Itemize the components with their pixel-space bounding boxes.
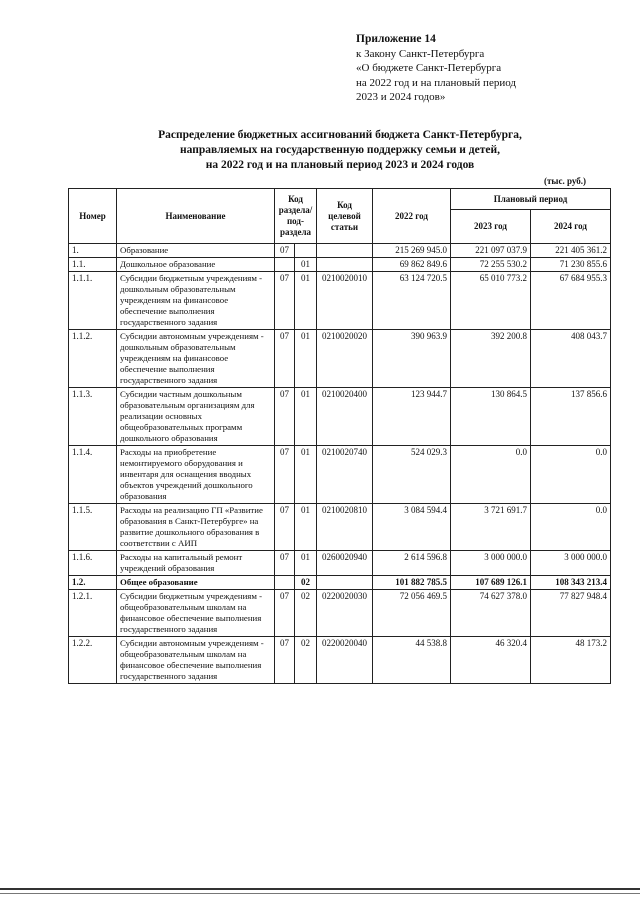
appendix-header [356,32,516,105]
row-target-code: 0210020010 [317,272,373,330]
row-subsection: 01 [295,504,317,551]
row-name: Дошкольное образование [117,258,275,272]
row-number: 1. [69,244,117,258]
row-value-2024: 67 684 955.3 [531,272,611,330]
document-title [60,128,620,173]
row-value-2023: 72 255 530.2 [451,258,531,272]
row-value-2023: 74 627 378.0 [451,590,531,637]
table-row [69,551,611,576]
page-bottom-rule [0,888,640,890]
row-value-2023: 3 721 691.7 [451,504,531,551]
row-number: 1.1.6. [69,551,117,576]
row-section [275,258,295,272]
appendix-line: на 2022 год и на плановый период [356,76,516,89]
row-subsection: 01 [295,551,317,576]
row-name: Расходы на капитальный ремонт учреждений образования [117,551,275,576]
row-value-2024: 48 173.2 [531,637,611,684]
appendix-title: Приложение 14 [356,33,436,45]
table-row [69,637,611,684]
appendix-line: 2023 и 2024 годов» [356,91,446,103]
row-name: Субсидии бюджетным учреждениям - дошкольным образовательным учреждениям на финансовое обеспечение выполнения государственного задания [117,272,275,330]
title-line: направляемых на государственную поддержку семьи и детей, [180,144,500,156]
row-number: 1.2.2. [69,637,117,684]
row-value-2022: 44 538.8 [373,637,451,684]
row-number: 1.1. [69,258,117,272]
row-target-code [317,244,373,258]
row-target-code [317,258,373,272]
table-body [69,244,611,684]
table-row [69,330,611,388]
row-value-2022: 390 963.9 [373,330,451,388]
header-year-2022: 2022 год [373,189,451,244]
row-value-2024: 221 405 361.2 [531,244,611,258]
header-planning-period: Плановый период [451,189,611,210]
row-section: 07 [275,388,295,446]
row-target-code [317,576,373,590]
row-value-2024: 0.0 [531,504,611,551]
row-value-2023: 3 000 000.0 [451,551,531,576]
row-value-2022: 3 084 594.4 [373,504,451,551]
row-number: 1.2.1. [69,590,117,637]
table-row [69,388,611,446]
budget-table [68,188,611,684]
row-section: 07 [275,330,295,388]
row-value-2022: 69 862 849.6 [373,258,451,272]
row-section: 07 [275,504,295,551]
table-row [69,576,611,590]
row-number: 1.1.3. [69,388,117,446]
row-subsection: 01 [295,330,317,388]
row-value-2023: 46 320.4 [451,637,531,684]
table-row [69,446,611,504]
row-section: 07 [275,272,295,330]
table-row [69,258,611,272]
row-subsection: 01 [295,388,317,446]
row-subsection: 02 [295,637,317,684]
row-value-2023: 65 010 773.2 [451,272,531,330]
row-name: Расходы на приобретение немонтируемого оборудования и инвентаря для оснащения вводных объектов учреждений дошкольного образования [117,446,275,504]
row-subsection: 01 [295,272,317,330]
row-subsection: 01 [295,258,317,272]
row-target-code: 0210020400 [317,388,373,446]
row-target-code: 0210020020 [317,330,373,388]
row-subsection [295,244,317,258]
row-name: Субсидии автономным учреждениям - дошкольным образовательным учреждениям на финансовое обеспечение выполнения государственного задания [117,330,275,388]
page-bottom-rule-thin [0,893,640,894]
row-target-code: 0210020740 [317,446,373,504]
row-value-2023: 392 200.8 [451,330,531,388]
header-name: Наименование [117,189,275,244]
row-name: Общее образование [117,576,275,590]
row-subsection: 01 [295,446,317,504]
row-subsection: 02 [295,590,317,637]
row-value-2024: 137 856.6 [531,388,611,446]
row-value-2023: 130 864.5 [451,388,531,446]
row-value-2022: 524 029.3 [373,446,451,504]
row-value-2022: 215 269 945.0 [373,244,451,258]
row-section: 07 [275,244,295,258]
row-subsection: 02 [295,576,317,590]
header-year-2024: 2024 год [531,210,611,244]
table-row [69,272,611,330]
row-target-code: 0260020940 [317,551,373,576]
row-name: Субсидии автономным учреждениям - общеобразовательным школам на финансовое обеспечение выполнения государственного задания [117,637,275,684]
row-target-code: 0210020810 [317,504,373,551]
row-number: 1.2. [69,576,117,590]
row-section [275,576,295,590]
row-value-2022: 123 944.7 [373,388,451,446]
row-number: 1.1.4. [69,446,117,504]
row-value-2024: 3 000 000.0 [531,551,611,576]
row-value-2023: 221 097 037.9 [451,244,531,258]
appendix-line: к Закону Санкт-Петербурга [356,47,485,60]
row-number: 1.1.2. [69,330,117,388]
row-section: 07 [275,590,295,637]
row-section: 07 [275,637,295,684]
row-value-2022: 63 124 720.5 [373,272,451,330]
row-number: 1.1.5. [69,504,117,551]
appendix-line: «О бюджете Санкт-Петербурга [356,62,502,74]
row-value-2023: 0.0 [451,446,531,504]
row-value-2023: 107 689 126.1 [451,576,531,590]
row-value-2024: 71 230 855.6 [531,258,611,272]
table-row [69,590,611,637]
row-section: 07 [275,446,295,504]
table-row [69,244,611,258]
row-value-2022: 101 882 785.5 [373,576,451,590]
row-name: Образование [117,244,275,258]
header-target-code: Код целевой статьи [317,189,373,244]
row-name: Субсидии частным дошкольным образовательным организациям для реализации основных общеобразовательных программ дошкольного образования [117,388,275,446]
title-line: Распределение бюджетных ассигнований бюджета Санкт-Петербурга, [158,129,522,141]
row-value-2024: 0.0 [531,446,611,504]
header-number: Номер [69,189,117,244]
row-name: Субсидии бюджетным учреждениям - общеобразовательным школам на финансовое обеспечение выполнения государственного задания [117,590,275,637]
row-number: 1.1.1. [69,272,117,330]
table-row [69,504,611,551]
table-header-row [69,189,611,210]
row-name: Расходы на реализацию ГП «Развитие образования в Санкт-Петербурге» на развитие дошкольного образования в соответствии с АИП [117,504,275,551]
row-value-2024: 408 043.7 [531,330,611,388]
row-value-2022: 72 056 469.5 [373,590,451,637]
row-value-2022: 2 614 596.8 [373,551,451,576]
row-value-2024: 77 827 948.4 [531,590,611,637]
row-target-code: 0220020040 [317,637,373,684]
header-section-code: Код раздела/ под- раздела [275,189,317,244]
row-target-code: 0220020030 [317,590,373,637]
header-year-2023: 2023 год [451,210,531,244]
row-value-2024: 108 343 213.4 [531,576,611,590]
units-label: (тыс. руб.) [544,176,586,186]
row-section: 07 [275,551,295,576]
title-line: на 2022 год и на плановый период 2023 и 2024 годов [205,159,475,171]
